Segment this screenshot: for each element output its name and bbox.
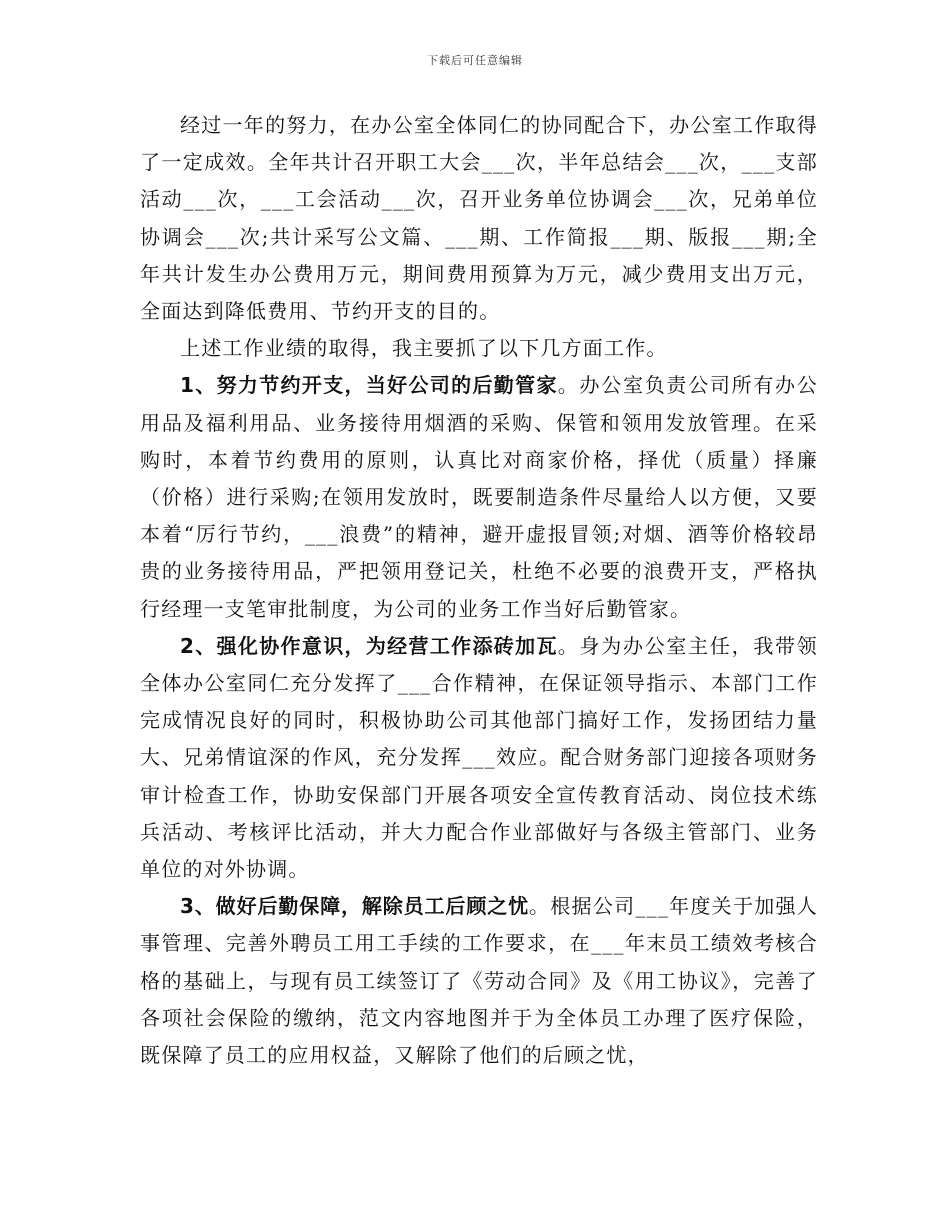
document-body [140, 107, 818, 1074]
paragraph-text: 。根据公司___年度关于加强人事管理、完善外聘员工用工手续的工作要求，在___年末员工绩效考核合格的基础上，与现有员工续签订了《劳动合同》及《用工协议》，完善了各项社会保险的缴纳，范文内容地图并于为全体员工办理了医疗保险，既保障了员工的应用权益，又解除了他们的后顾之忧， [140, 894, 819, 1068]
paragraph-intro [140, 330, 818, 367]
page-header: 下载后可任意编辑 [427, 54, 523, 67]
section-heading: 2、强化协作意识，为经营工作添砖加瓦 [180, 633, 558, 658]
paragraph-text: 经过一年的努力，在办公室全体同仁的协同配合下，办公室工作取得了一定成效。全年共计召开职工大会___次，半年总结会___次，___支部活动___次，___工会活动___次，召开业务单位协调会___次，兄弟单位协调会___次;共计采写公文篇、___期、工作简报___期、版报___期;全年共计发生办公费用万元，期间费用预算为万元，减少费用支出万元，全面达到降低费用、节约开支的目的。 [140, 113, 818, 324]
paragraph-text: 上述工作业绩的取得，我主要抓了以下几方面工作。 [180, 336, 668, 361]
paragraph-text: 。身为办公室主任，我带领全体办公室同仁充分发挥了___合作精神，在保证领导指示、本部门工作完成情况良好的同时，积极协助公司其他部门搞好工作，发扬团结力量大、兄弟情谊深的作风，充分发挥___效应。配合财务部门迎接各项财务审计检查工作，协助安保部门开展各项安全宣传教育活动、岗位技术练兵活动、考核评比活动，并大力配合作业部做好与各级主管部门、业务单位的对外协调。 [140, 633, 818, 882]
paragraph-section-1 [140, 367, 818, 627]
paragraph-section-2 [140, 628, 818, 888]
paragraph-text: 。办公室负责公司所有办公用品及福利用品、业务接待用烟酒的采购、保管和领用发放管理。在采购时，本着节约费用的原则，认真比对商家价格，择优（质量）择廉（价格）进行采购;在领用发放时，既要制造条件尽量给人以方便，又要本着“厉行节约，___浪费”的精神，避开虚报冒领;对烟、酒等价格较昂贵的业务接待用品，严把领用登记关，杜绝不必要的浪费开支，严格执行经理一支笔审批制度，为公司的业务工作当好后勤管家。 [140, 373, 818, 621]
paragraph-summary [140, 107, 818, 330]
section-heading: 1、努力节约开支，当好公司的后勤管家 [180, 373, 558, 398]
section-heading: 3、做好后勤保障，解除员工后顾之忧 [180, 894, 529, 919]
paragraph-section-3 [140, 888, 818, 1074]
